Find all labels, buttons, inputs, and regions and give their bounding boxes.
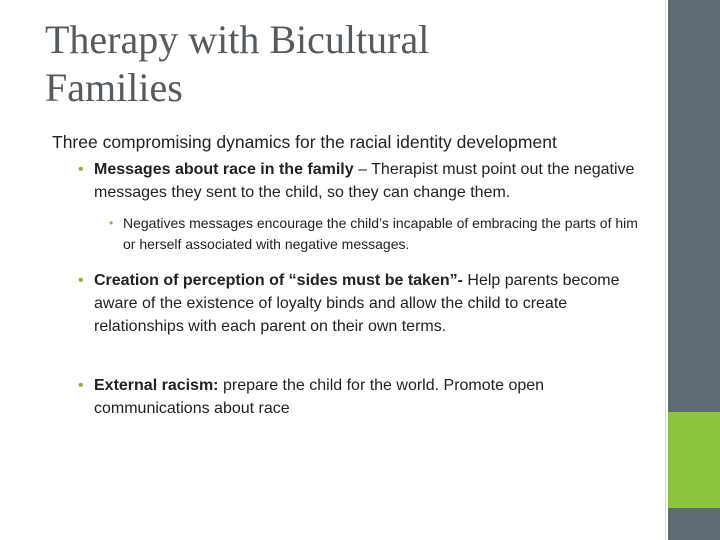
bullet-dot: • (78, 377, 84, 394)
slide-body (52, 130, 642, 420)
decorative-sidebar (668, 0, 720, 540)
sidebar-accent-block (668, 412, 720, 508)
bullet-text: Help parents become aware of the existence of loyalty binds and allow the child to create relationships with each parent on their own terms. (94, 272, 620, 335)
slide-title (45, 16, 645, 112)
bullet-heading: Creation of perception of “sides must be taken”- (94, 272, 463, 289)
bullet-dot: • (78, 161, 84, 178)
sub-bullet-text: Negatives messages encourage the child’s incapable of embracing the parts of him or herself associated with negative messages. (123, 215, 638, 252)
bullet-text: – Therapist must point out the negative messages they sent to the child, so they can change them. (94, 161, 635, 201)
bullet-sides-must-be-taken (52, 269, 642, 338)
intro-text: Three compromising dynamics for the racial identity development (52, 132, 557, 152)
bullet-dot: • (109, 216, 114, 230)
sub-bullet-negative-messages (52, 213, 642, 255)
title-line-1: Therapy with Bicultural (45, 17, 430, 62)
sidebar-top-block (668, 0, 720, 412)
bullet-heading: Messages about race in the family (94, 161, 354, 178)
bullet-messages-about-race (52, 158, 642, 204)
bullet-external-racism (52, 374, 642, 420)
sidebar-divider (665, 0, 666, 540)
bullet-dot: • (78, 272, 84, 289)
bullet-text: prepare the child for the world. Promote open communications about race (94, 377, 545, 417)
title-line-2: Families (45, 65, 183, 110)
bullet-heading: External racism: (94, 377, 219, 394)
sidebar-bottom-block (668, 508, 720, 540)
